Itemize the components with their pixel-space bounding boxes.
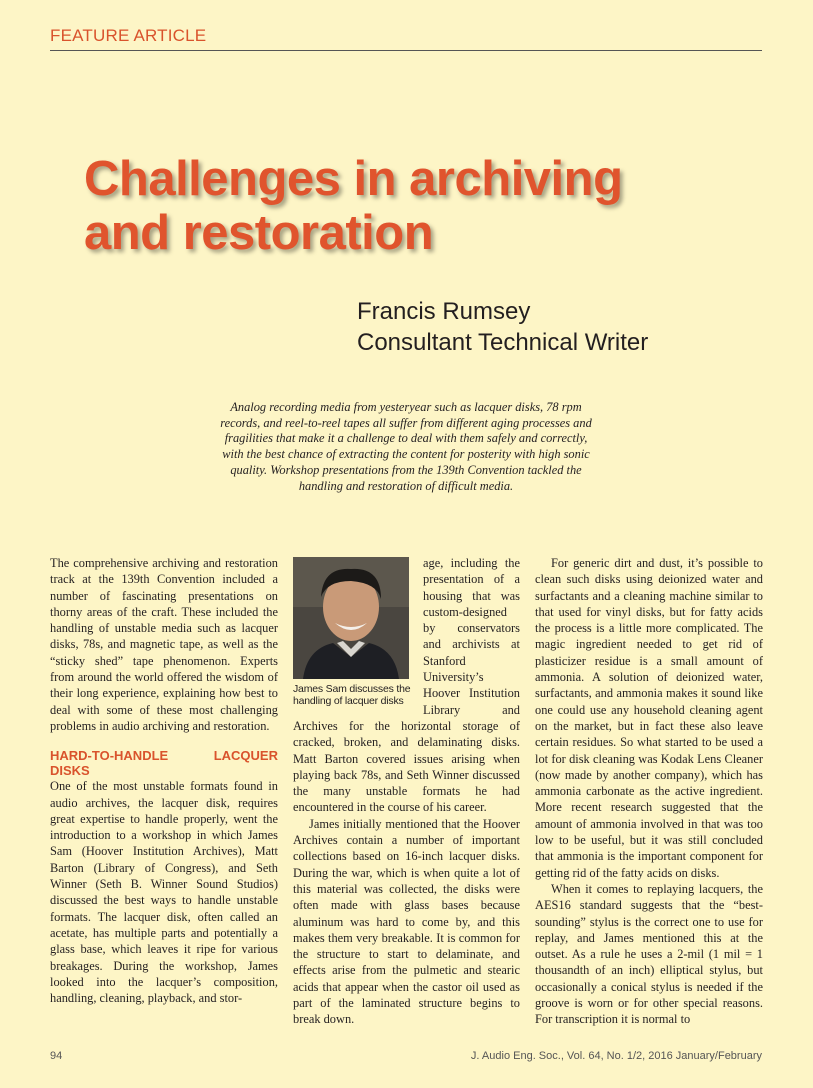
title-line-2: and restoration	[84, 206, 434, 260]
portrait-image	[293, 557, 409, 679]
figure	[293, 557, 415, 707]
paragraph: James initially mentioned that the Hoover Archives contain a number of important collections based on 16-inch lacquer disks. During the war, which is when quite a lot of this material was collected, the disks were often made with glass bases because aluminum was hard to come by, and this makes them very breakable. It is common for the structure to start to delaminate, and effects arise from the pulmetic and stearic acids that appear when the castor oil used as part of the laminated structure begins to break down.	[293, 816, 520, 1027]
column-3	[535, 555, 763, 1028]
paragraph: One of the most unstable formats found in audio archives, the lacquer disk, requires great expertise to handle properly, went the introduction to a workshop in which James Sam (Hoover Institution Archives), Matt Barton (Library of Congress), and Seth Winner (Seth B. Winner Sound Studios) discussed the best ways to handle unstable formats. The lacquer disk, often called an acetate, has multiple parts and potentially a glass base, which leaves it ripe for various breakages. During the workshop, James looked into the lacquer’s composition, handling, cleaning, playback, and stor-	[50, 779, 278, 1006]
paragraph: The comprehensive archiving and restoration track at the 139th Convention included a number of fascinating presentations on thorny areas of the craft. These included the handling of unstable media such as lacquer disks, 78s, and magnetic tape, as well as the “sticky shed” tape phenomenon. Experts from around the world offered the wisdom of their long experience, explaining how best to deal with some of these most challenging problems in audio archiving and restoration.	[50, 556, 278, 733]
abstract: Analog recording media from yesteryear such as lacquer disks, 78 rpm records, and reel-to-reel tapes all suffer from different aging processes and fragilities that make it a challenge to deal with them safely and correctly, with the best chance of extracting the content for posterity with high sonic quality. Workshop presentations from the 139th Convention tackled the handling and restoration of difficult media.	[220, 400, 592, 493]
byline	[357, 296, 648, 358]
header-divider	[50, 50, 762, 51]
title-line-1: Challenges in archiving	[84, 152, 623, 206]
paragraph: age, including the presentation of a housing that was custom-designed by conservators and archivists at Stanford University’s Hoover Institution Library and Archives for the horizontal storage of cracked, broken, and delaminating disks. Matt Barton covered issues arising when playing back 78s, and Seth Winner discussed the many unstable formats he had encountered in the course of his career.	[293, 556, 520, 815]
column-2	[293, 555, 520, 1028]
author-role: Consultant Technical Writer	[357, 329, 649, 356]
paragraph: For generic dirt and dust, it’s possible to clean such disks using deionized water and surfactants and a cleaning machine similar to that used for vinyl disks, but for fatty acids the process is a little more complicated. The magic ingredient needed to get rid of plasticizer residue is a small amount of ammonia. A solution of deionized water, surfactants, and ammonia makes it sound like one could use any household cleaning agent on the market, but in fact these also leave certain residues. So what started to be used a lot for disk cleaning was Kodak Lens Cleaner (now made by another company), which has ammonia carbonate as the active ingredient. More recent research suggested that the amount of ammonia involved in that was too low to be useful, but it was still concluded that ammonia is the important component for getting rid of the fatty acids on disks.	[535, 556, 763, 880]
photo-caption: James Sam discusses the handling of lacquer disks	[293, 683, 411, 707]
speaker-photo	[293, 557, 409, 679]
paragraph: When it comes to replaying lacquers, the AES16 standard suggests that the “best-sounding” stylus is the correct one to use for replay, and James mentioned this at the outset. As a rule he uses a 2-mil (1 mil = 1 thousandth of an inch) elliptical stylus, but occasionally a conical stylus is needed if the groove is worn or for other special reasons. For transcription it is normal to	[535, 881, 763, 1027]
section-label: FEATURE ARTICLE	[50, 26, 207, 45]
author-name: Francis Rumsey	[357, 298, 531, 325]
section-heading: HARD-TO-HANDLE LACQUER DISKS	[50, 748, 278, 779]
journal-citation: J. Audio Eng. Soc., Vol. 64, No. 1/2, 2016 January/February	[470, 1050, 762, 1062]
page-number: 94	[50, 1050, 63, 1062]
column-1	[50, 555, 278, 1006]
article-title	[84, 152, 623, 260]
